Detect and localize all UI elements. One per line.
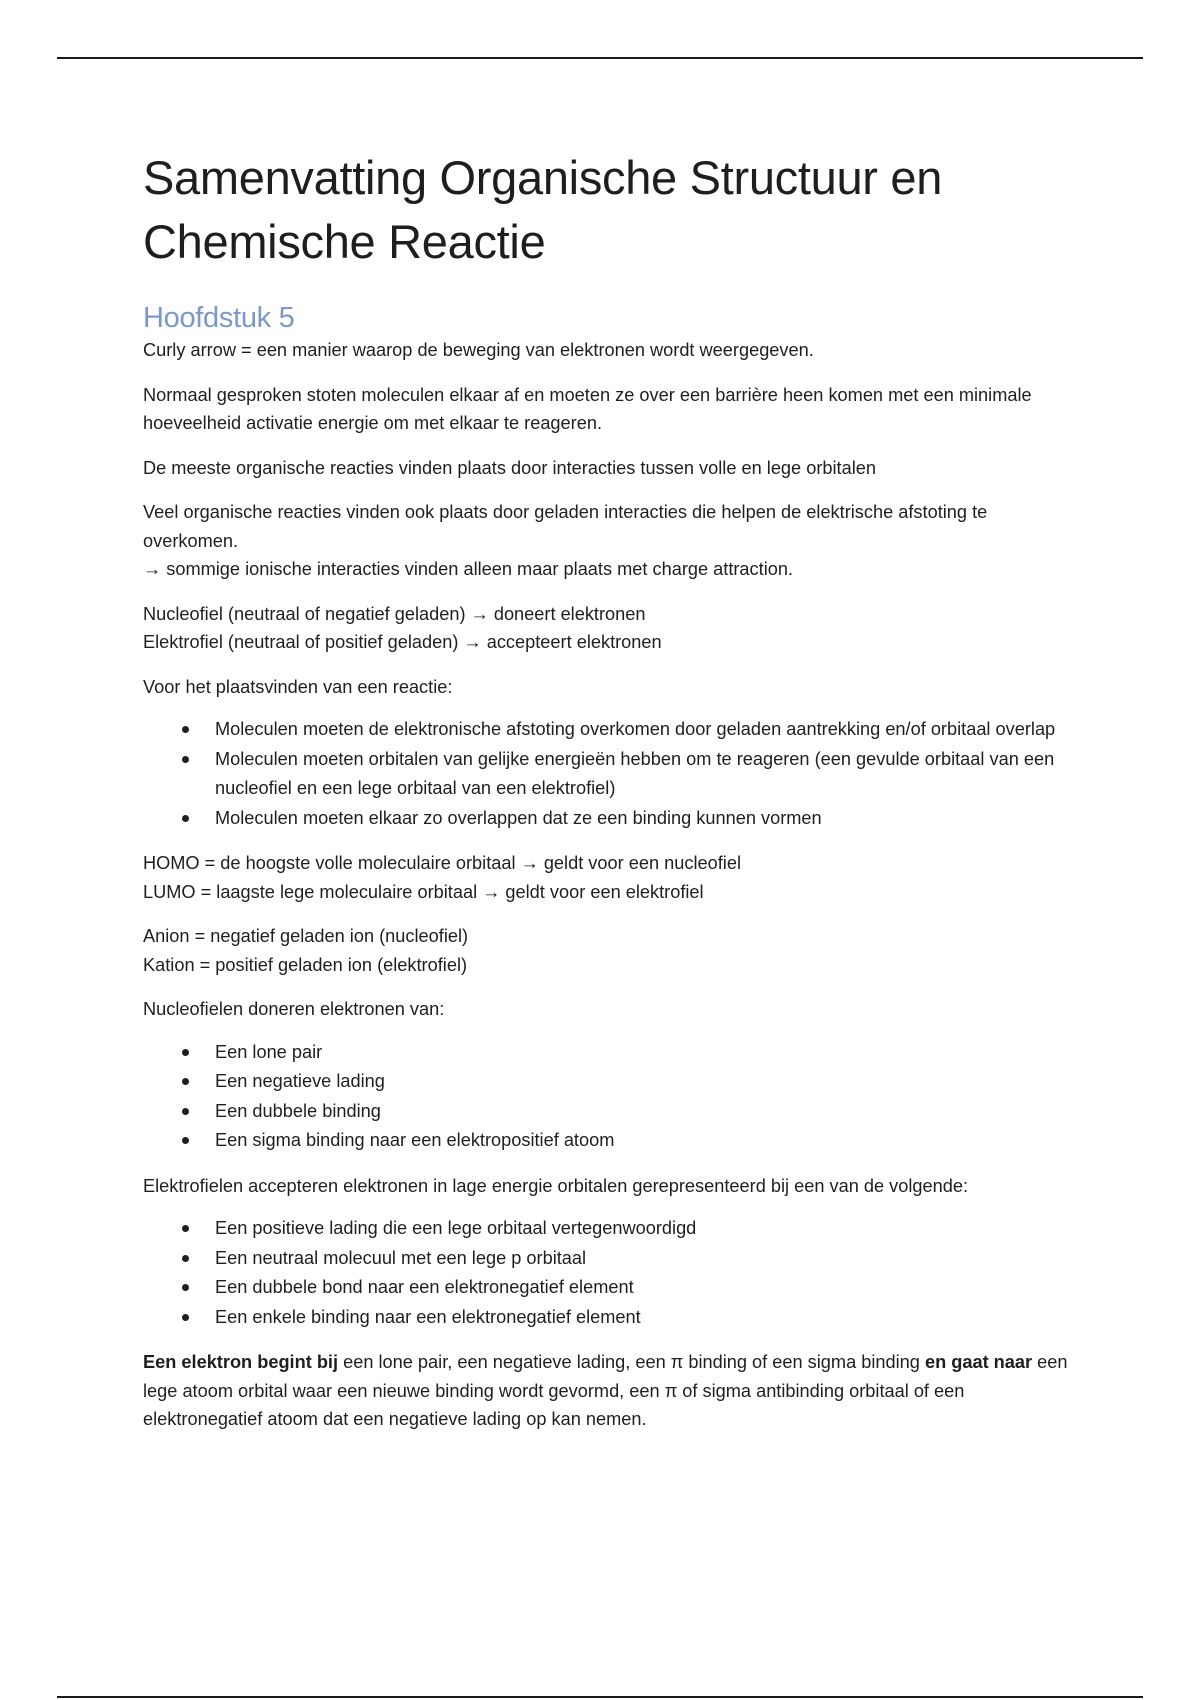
bold-begint: Een elektron begint bij — [143, 1352, 339, 1372]
paragraph-elektrofielen: Elektrofielen accepteren elektronen in lage energie orbitalen gerepresenteerd bij een van de volgende: — [143, 1175, 969, 1196]
list-item: Een positieve lading die een lege orbitaal vertegenwoordigd — [215, 1214, 1073, 1244]
list-item: Een dubbele bond naar een elektronegatief element — [215, 1273, 1073, 1303]
paragraph-meeste: De meeste organische reacties vinden plaats door interacties tussen volle en lege orbitalen — [143, 457, 876, 478]
paragraph-nucleofiel-elektrofiel — [143, 600, 1073, 657]
header-rule — [57, 57, 1143, 59]
anion-line: Anion = negatief geladen ion (nucleofiel) — [143, 926, 469, 946]
reaction-conditions-list — [143, 715, 1073, 833]
paragraph-nucleofielen: Nucleofielen doneren elektronen van: — [143, 999, 445, 1019]
list-item: Een lone pair — [215, 1038, 1073, 1068]
paragraph-veel-arrow: → sommige ionische interacties vinden alleen maar plaats met charge attraction. — [143, 559, 794, 579]
lumo-line: LUMO = laagste lege moleculaire orbitaal → geldt voor een elektrofiel — [143, 881, 704, 902]
paragraph-veel — [143, 498, 1073, 584]
nucleofiel-line: Nucleofiel (neutraal of negatief geladen) → doneert elektronen — [143, 603, 646, 624]
text-begint: een lone pair, een negatieve lading, een π binding of een sigma binding — [338, 1352, 925, 1372]
list-item: Een dubbele binding — [215, 1097, 1073, 1127]
list-item: Een negatieve lading — [215, 1067, 1073, 1097]
electrophile-list — [143, 1214, 1073, 1332]
footer-rule — [57, 1696, 1143, 1698]
paragraph-normaal: Normaal gesproken stoten moleculen elkaar af en moeten ze over een barrière heen komen met een minimale hoeveelheid activatie energie om met elkaar te reageren. — [143, 384, 1032, 433]
elektrofiel-line: Elektrofiel (neutraal of positief geladen) → accepteert elektronen — [143, 632, 662, 652]
paragraph-homo-lumo — [143, 849, 1073, 906]
list-item: Moleculen moeten de elektronische afstoting overkomen door geladen aantrekking en/of orbitaal overlap — [215, 715, 1073, 745]
text-gaat-naar: een lege atoom orbital waar een nieuwe binding wordt gevormd, een π of sigma antibinding orbitaal of een elektronegatief atoom dat een negatieve lading op kan nemen. — [143, 1352, 1068, 1429]
list-item: Moleculen moeten elkaar zo overlappen dat ze een binding kunnen vormen — [215, 804, 1073, 834]
chapter-heading: Hoofdstuk 5 — [143, 302, 295, 334]
kation-line: Kation = positief geladen ion (elektrofiel) — [143, 954, 468, 975]
paragraph-anion-kation — [143, 922, 1073, 979]
bold-gaat-naar: en gaat naar — [924, 1352, 1033, 1372]
list-item: Een enkele binding naar een elektronegatief element — [215, 1303, 1073, 1333]
document-title: Samenvatting Organische Structuur en Chemische Reactie — [143, 151, 943, 268]
homo-line: HOMO = de hoogste volle moleculaire orbitaal → geldt voor een nucleofiel — [143, 853, 741, 873]
list-item: Een sigma binding naar een elektropositief atoom — [215, 1126, 1073, 1156]
document-page — [143, 146, 1073, 1434]
paragraph-elektron — [143, 1348, 1073, 1434]
paragraph-curly-arrow: Curly arrow = een manier waarop de beweging van elektronen wordt weergegeven. — [143, 340, 814, 360]
list-item: Een neutraal molecuul met een lege p orbitaal — [215, 1244, 1073, 1274]
list-item: Moleculen moeten orbitalen van gelijke energieën hebben om te reageren (een gevulde orbitaal van een nucleofiel en een lege orbitaal van een elektrofiel) — [215, 745, 1073, 804]
nucleophile-list — [143, 1038, 1073, 1156]
paragraph-voor: Voor het plaatsvinden van een reactie: — [143, 676, 453, 697]
paragraph-veel-text: Veel organische reacties vinden ook plaats door geladen interacties die helpen de elektrische afstoting te overkomen. — [143, 502, 988, 551]
